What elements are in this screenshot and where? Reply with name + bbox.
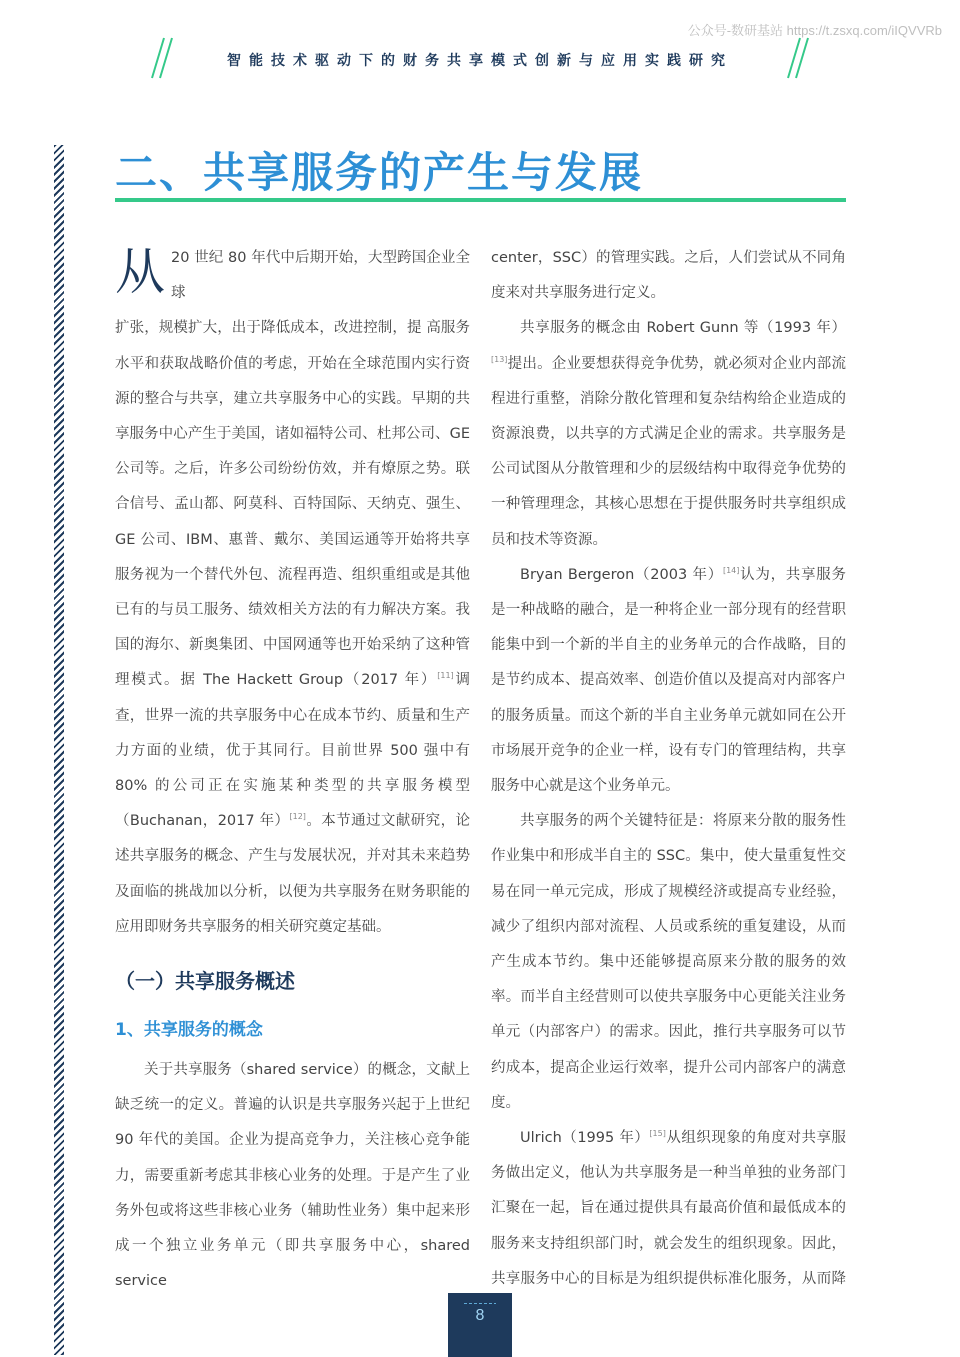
watermark: 公众号-数研基站 https://t.zsxq.com/iIQVVRb <box>687 23 942 38</box>
side-decorative-stripe <box>54 145 64 1355</box>
intro-text-b: 调查，世界一流的共享服务中心在成本节约、质量和生产力方面的业绩，优于其同行。目前世界 500 强中有 80% 的公司正在实施某种类型的共享服务模型（Buchanan，2017 年） <box>115 672 471 830</box>
citation-14: [14] <box>722 566 740 575</box>
right-paragraph-4: 共享服务的两个关键特征是：将原来分散的服务性作业集中和形成半自主的 SSC。集中，使大量重复性交易在同一单元完成，形成了规模经济或提高专业经验，减少了组织内部对流程、人员或系统的重复建设，从而产生成本节约。集中还能够提高原来分散的服务的效率。而半自主经营则可以使共享服务中心更能关注业务单元（内部客户）的需求。因此，推行共享服务可以节约成本，提高企业运行效率，提升公司内部客户的满意度。 <box>491 813 846 1111</box>
p3-text-a: Bryan Bergeron（2003 年） <box>520 566 723 583</box>
p3-text-b: 认为，共享服务是一种战略的融合，是一种将企业一部分现有的经营职能集中到一个新的半自主的业务单元的合作战略，目的是节约成本、提高效率、创造价值以及提高对内部客户的服务质量。而这个新的半自主业务单元就如同在公开市场展开竞争的企业一样，设有专门的管理结构，共享服务中心就是这个业务单元。 <box>491 566 846 795</box>
right-paragraph-3 <box>491 558 846 804</box>
drop-cap: 从 <box>115 243 165 301</box>
right-paragraph-5 <box>491 1121 846 1332</box>
citation-15: [15] <box>649 1129 666 1139</box>
p2-text-b: 提出。企业要想获得竞争优势，就必须对企业内部流程进行重整，消除分散化管理和复杂结构给企业造成的资源浪费，以共享的方式满足企业的需求。共享服务是公司试图从分散管理和少的层级结构中取得竞争优势的一种管理理念，其核心思想在于提供服务时共享组织成员和技术等资源。 <box>491 355 846 548</box>
title-underline <box>115 198 846 202</box>
running-header: 智能技术驱动下的财务共享模式创新与应用实践研究 <box>227 53 733 69</box>
p5-text-b: 从组织现象的角度对共享服务做出定义，他认为共享服务是一种当单独的业务部门汇聚在一起，旨在通过提供具有最高价值和最低成本的服务来支持组织部门时，就会发生的组织现象。因此，共享服务中心的目标是为组织提供标准化服务，从而降 <box>491 1130 846 1287</box>
concept-column <box>115 1053 470 1299</box>
intro-line-2: 扩张，规模扩大，出于降低成本，改进控制，提 <box>115 320 422 337</box>
citation-13: [13] <box>491 354 508 364</box>
header-slash-right-icon <box>786 36 810 80</box>
intro-paragraph <box>115 241 470 945</box>
right-paragraph-2 <box>491 311 846 557</box>
citation-12: [12] <box>289 812 306 822</box>
p2-text-a: 共享服务的概念由 Robert Gunn 等（1993 年） <box>520 320 846 337</box>
sub-subsection-heading: 1、共享服务的概念 <box>115 1020 263 1040</box>
subsection-heading: （一）共享服务概述 <box>115 969 295 993</box>
intro-text-c: 。本节通过文献研究，论述共享服务的概念、产生与发展状况，并对其未来趋势及面临的挑战加以分析，以便为共享服务在财务职能的应用即财务共享服务的相关研究奠定基础。 <box>115 813 471 935</box>
page-number: 8 <box>475 1307 485 1324</box>
intro-text-a: 高服务水平和获取战略价值的考虑，开始在全球范围内实行资源的整合与共享，建立共享服务中心的实践。早期的共享服务中心产生于美国，诸如福特公司、杜邦公司、GE 公司等。之后，许多公司纷纷仿效，并有燎原之势。联合信号、孟山都、阿莫科、百特国际、天纳克、强生、GE 公司、IBM、惠普、戴尔、美国运通等开始将共享服务视为一个替代外包、流程再造、组织重组或是其他已有的与员工服务、绩效相关方法的有力解决方案。我国的海尔、新奥集团、中国网通等也开始采纳了这种管理模式。据 The Hackett Group（2017 年） <box>115 320 471 689</box>
left-column <box>115 241 470 945</box>
right-paragraph-1: center，SSC）的管理实践。之后，人们尝试从不同角度来对共享服务进行定义。 <box>491 250 846 302</box>
page-tab-dash <box>464 1303 496 1304</box>
page-number-tab <box>448 1293 512 1357</box>
concept-paragraph: 关于共享服务（shared service）的概念，文献上缺乏统一的定义。普遍的认识是共享服务兴起于上世纪 90 年代的美国。企业为提高竞争力，关注核心竞争能力，需要重新考虑其非核心业务的处理。于是产生了业务外包或将这些非核心业务（辅助性业务）集中起来形成一个独立业务单元（即共享服务中心，shared service <box>115 1062 470 1290</box>
p5-text-a: Ulrich（1995 年） <box>520 1130 650 1147</box>
section-title: 二、共享服务的产生与发展 <box>115 148 644 197</box>
citation-11: [11] <box>437 671 454 681</box>
intro-line-1: 20 世纪 80 年代中后期开始，大型跨国企业全球 <box>171 250 470 302</box>
right-column <box>491 241 846 1332</box>
